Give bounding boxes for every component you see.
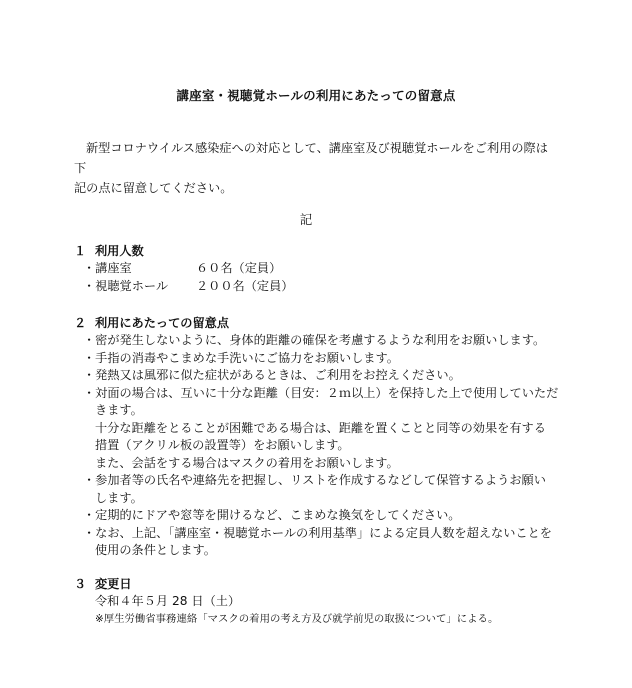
note-line: ・密が発生しないように、身体的距離の確保を考慮するような利用をお願いします。 — [83, 333, 546, 347]
note-line: ・なお、上記、「講座室・視聴覚ホールの利用基準」による定員人数を超えないことを — [83, 525, 552, 540]
section-capacity — [74, 242, 554, 295]
section-title: 変更日 — [95, 577, 132, 591]
note-line: 措置（アクリル板の設置等）をお願いします。 — [95, 438, 350, 452]
section-number: ３ — [74, 577, 87, 591]
note-line: 使用の条件とします。 — [95, 543, 216, 557]
note-line: ・手指の消毒やこまめな手洗いにご協力をお願いします。 — [83, 350, 399, 365]
note-line: ・定期的にドアや窓等を開けるなど、こまめな換気をしてください。 — [83, 508, 461, 522]
footnote: ※厚生労働省事務連絡「マスクの着用の考え方及び就学前児の取扱について」による。 — [95, 612, 499, 625]
section-title: 利用人数 — [95, 244, 144, 258]
note-line: ・参加者等の氏名や連絡先を把握し、リストを作成するなどして保管するようお願い — [83, 473, 546, 487]
section-number: ２ — [74, 316, 87, 330]
intro-line: 新型コロナウイルス感染症への対応として、講座室及び視聴覚ホールをご利用の際は下 — [74, 141, 548, 175]
ki-heading: 記 — [299, 212, 313, 227]
note-line: します。 — [95, 490, 143, 505]
capacity-row — [74, 278, 554, 296]
section-number: １ — [74, 244, 87, 258]
intro-line: 記の点に留意してください。 — [74, 181, 233, 195]
section-change-date — [74, 575, 554, 628]
section-heading — [74, 314, 554, 332]
capacity-row — [74, 260, 554, 278]
section-heading — [74, 575, 554, 593]
room-capacity: ６０名（定員） — [196, 261, 282, 275]
section-notes — [74, 314, 559, 560]
document-title: 講座室・視聴覚ホールの利用にあたっての留意点 — [176, 88, 456, 103]
change-date: 令和４年５月 28 日（土） — [95, 594, 241, 608]
note-line: きます。 — [95, 403, 143, 417]
section-heading — [74, 242, 554, 260]
note-line: ・対面の場合は、互いに十分な距離（目安：２ｍ以上）を保持した上で使用していただ — [83, 385, 559, 400]
intro-paragraph — [74, 138, 554, 198]
note-line: また、会話をする場合はマスクの着用をお願いします。 — [95, 455, 399, 470]
note-line: 十分な距離をとることが困難である場合は、距離を置くことと同等の効果を有する — [95, 420, 546, 435]
section-title: 利用にあたっての留意点 — [95, 316, 230, 330]
room-capacity: ２００名（定員） — [196, 278, 294, 293]
room-name: ・視聴覚ホール — [83, 278, 169, 293]
note-line: ・発熱又は風邪に似た症状があるときは、ご利用をお控えください。 — [83, 368, 461, 382]
room-name: ・講座室 — [83, 261, 132, 275]
